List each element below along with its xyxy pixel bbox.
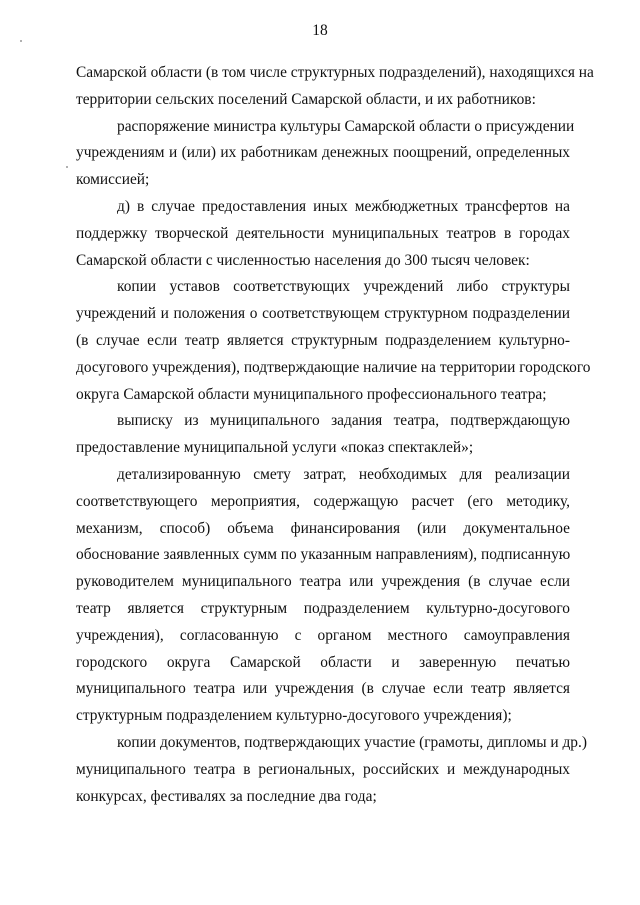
text-line: (в случае если театр является структурным подразделением культурно- (76, 331, 570, 349)
paragraph (76, 194, 570, 274)
text-line: комиссией; (76, 171, 150, 189)
scan-speck (66, 166, 68, 168)
text-line: соответствующего мероприятия, содержащую расчет (его методику, (76, 492, 570, 510)
text-line: учреждениям и (или) их работникам денежных поощрений, определенных (76, 144, 570, 162)
text-line: театр является структурным подразделением культурно-досугового (76, 599, 570, 617)
text-line: копии документов, подтверждающих участие (грамоты, дипломы и др.) (117, 733, 587, 751)
paragraph (76, 274, 591, 408)
text-line: предоставление муниципальной услуги «показ спектаклей»; (76, 439, 474, 457)
paragraph (76, 408, 570, 462)
text-line: Самарской области (в том числе структурных подразделений), находящихся на (76, 64, 594, 81)
text-line: детализированную смету затрат, необходимых для реализации (117, 465, 570, 483)
text-line: учреждений и положения о соответствующем структурном подразделении (76, 305, 570, 323)
text-line: округа Самарской области муниципального профессионального театра; (76, 385, 547, 403)
paragraph (76, 114, 575, 194)
text-line: территории сельских поселений Самарской области, и их работников: (76, 90, 536, 108)
paragraph (76, 730, 587, 810)
document-body (76, 60, 594, 810)
scan-speck (20, 40, 22, 42)
text-line: муниципального театра в региональных, российских и международных (76, 760, 570, 778)
page-number: 18 (312, 22, 328, 39)
text-line: поддержку творческой деятельности муниципальных театров в городах (76, 224, 570, 242)
text-line: досугового учреждения), подтверждающие наличие на территории городского (76, 358, 591, 376)
text-line: учреждения), согласованную с органом местного самоуправления (76, 626, 570, 644)
text-line: д) в случае предоставления иных межбюджетных трансфертов на (117, 197, 570, 215)
text-line: распоряжение министра культуры Самарской области о присуждении (117, 117, 575, 135)
paragraph (76, 462, 570, 730)
text-line: муниципального театра или учреждения (в случае если театр является (76, 680, 570, 698)
text-line: механизм, способ) объема финансирования (или документальное (76, 519, 570, 537)
text-line: выписку из муниципального задания театра, подтверждающую (117, 412, 570, 430)
text-line: руководителем муниципального театра или учреждения (в случае если (76, 573, 570, 591)
text-line: обоснование заявленных сумм по указанным направлениям), подписанную (76, 546, 571, 564)
text-line: городского округа Самарской области и заверенную печатью (76, 653, 570, 671)
text-line: копии уставов соответствующих учреждений либо структуры (117, 278, 570, 296)
text-line: конкурсах, фестивалях за последние два года; (76, 787, 377, 805)
text-line: структурным подразделением культурно-досугового учреждения); (76, 707, 512, 725)
text-line: Самарской области с численностью населения до 300 тысяч человек: (76, 251, 530, 269)
paragraph (76, 60, 594, 114)
